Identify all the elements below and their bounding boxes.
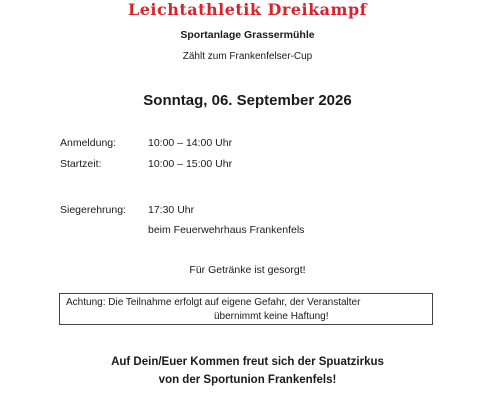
closing-line-1: Auf Dein/Euer Kommen freut sich der Spuatzirkus (111, 356, 384, 368)
event-date: Sonntag, 06. September 2026 (143, 92, 352, 109)
start-time-label: Startzeit: (60, 158, 102, 170)
closing-line-2: von der Sportunion Frankenfels! (158, 374, 337, 386)
registration-label: Anmeldung: (60, 137, 117, 149)
venue-name: Sportanlage Grassermühle (180, 29, 315, 41)
start-time: 10:00 – 15:00 Uhr (148, 158, 233, 170)
award-ceremony-location: beim Feuerwehrhaus Frankenfels (148, 224, 305, 236)
closing-message (0, 353, 495, 389)
drinks-note: Für Getränke ist gesorgt! (189, 264, 306, 276)
award-ceremony-time: 17:30 Uhr (148, 204, 195, 216)
award-ceremony-label: Siegerehrung: (60, 204, 126, 216)
cup-note: Zählt zum Frankenfelser-Cup (182, 51, 313, 62)
liability-warning-box (59, 293, 433, 325)
event-title: Leichtathletik Dreikampf (127, 0, 368, 19)
warning-line-2: übernimmt keine Haftung! (214, 311, 329, 322)
warning-line-1: Achtung: Die Teilnahme erfolgt auf eigene Gefahr, der Veranstalter (66, 297, 361, 308)
registration-time: 10:00 – 14:00 Uhr (148, 137, 233, 149)
